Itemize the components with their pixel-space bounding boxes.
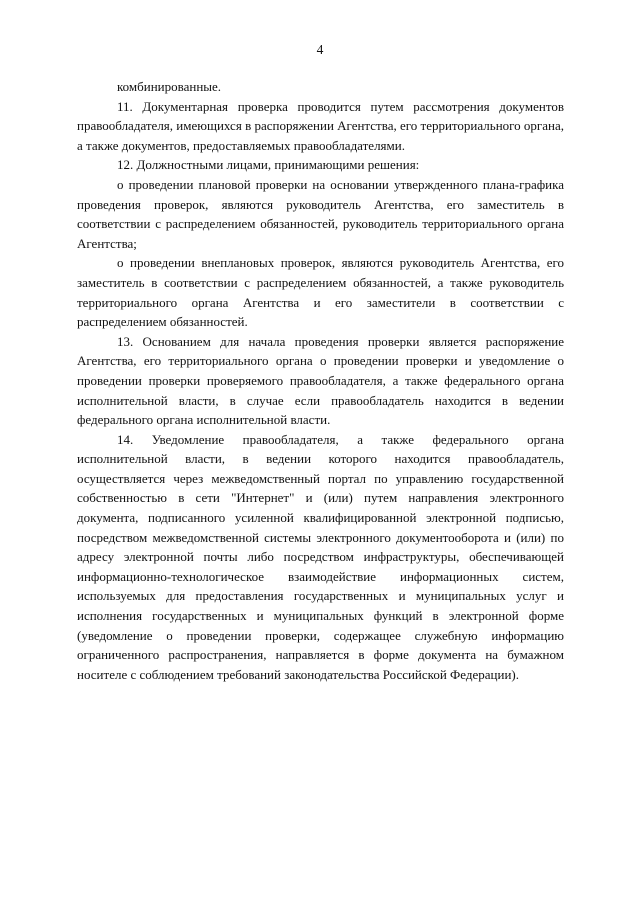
paragraph-11: 11. Документарная проверка проводится путем рассмотрения документов правообладателя, имеющихся в распоряжении Агентства, его территориального органа, а также документов, предоставляемых правообладателями.	[77, 98, 564, 153]
paragraph-12-unplanned: о проведении внеплановых проверок, являются руководитель Агентства, его заместитель в соответствии с распределением обязанностей, а также руководитель территориального органа Агентства и его заместители в соответствии с распределением обязанностей.	[77, 255, 564, 330]
paragraph-14: 14. Уведомление правообладателя, а также федерального органа исполнительной власти, в ведении которого находится правообладатель, осуществляется через межведомственный портал по управлению государственной собственностью в сети "Интернет" и (или) путем направления электронного документа, подписанного усиленной квалифицированной электронной подписью, посредством межведомственной системы электронного документооборота и (или) по адресу электронной почты либо посредством инфраструктуры, обеспечивающей информационно-технологическое взаимодействие информационных систем, используемых для предоставления государственных и муниципальных услуг и исполнения государственных и муниципальных функций в электронной форме (уведомление о проведении проверки, содержащее служебную информацию ограниченного распространения, направляется в форме документа на бумажном носителе с соблюдением требований законодательства Российской Федерации).	[77, 431, 564, 682]
document-body	[77, 77, 564, 684]
paragraph-continuation: комбинированные.	[117, 79, 222, 94]
paragraph-12-planned: о проведении плановой проверки на основании утвержденного плана-графика проведения проверок, являются руководитель Агентства, его заместитель в соответствии с распределением обязанностей, руководитель территориального органа Агентства;	[77, 176, 564, 251]
page-number: 4	[316, 42, 324, 57]
paragraph-12: 12. Должностными лицами, принимающими решения:	[117, 157, 420, 173]
paragraph-13: 13. Основанием для начала проведения проверки является распоряжение Агентства, его территориального органа о проведении проверки и уведомление о проведении проверки проверяемого правообладателя, а также федерального органа исполнительной власти, в случае если правообладатель находится в ведении федерального органа исполнительной власти.	[77, 333, 564, 428]
